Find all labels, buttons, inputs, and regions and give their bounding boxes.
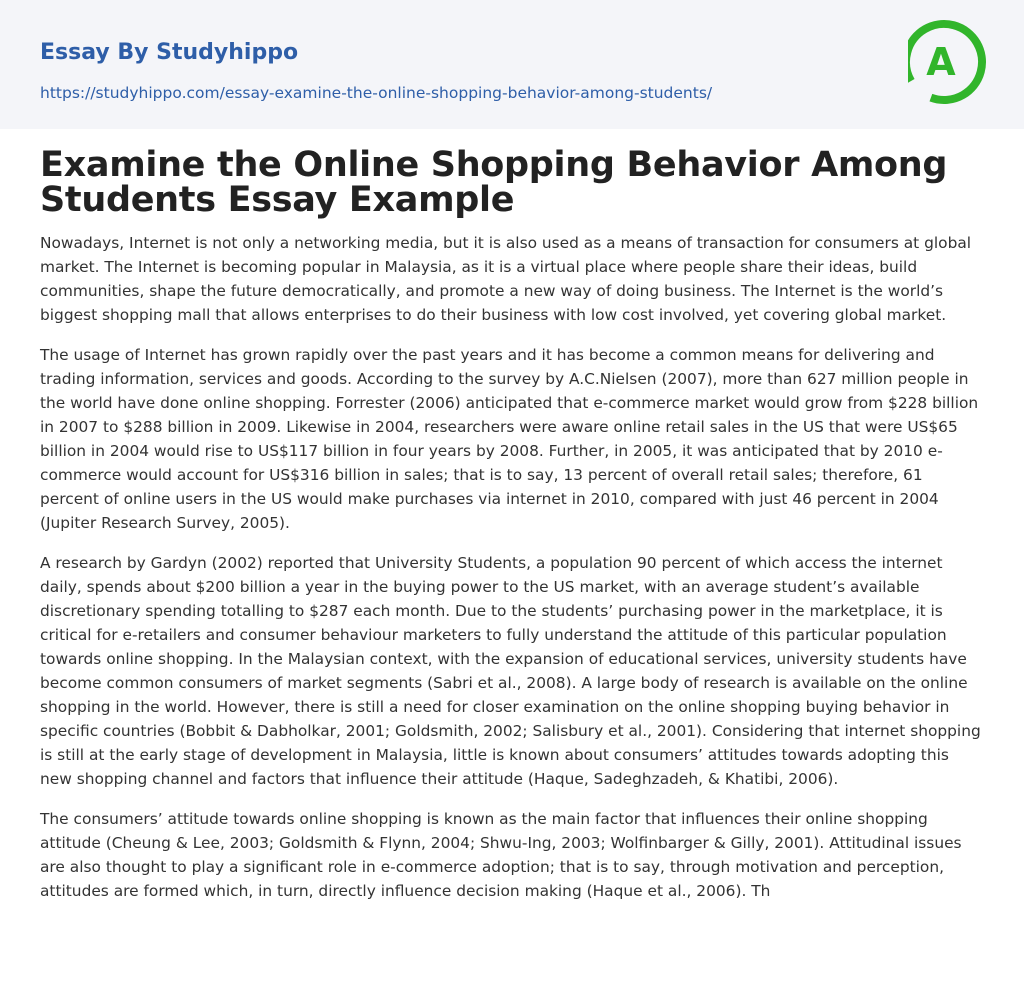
essay-url-link[interactable]: https://studyhippo.com/essay-examine-the-online-shopping-behavior-among-students/ xyxy=(40,84,713,102)
studyhippo-logo-icon[interactable] xyxy=(908,18,988,106)
essay-paragraph-4: The consumers’ attitude towards online shopping is known as the main factor that influences their online shopping attitude (Cheung & Lee, 2003; Goldsmith & Flynn, 2004; Shwu-Ing, 2003; Wolfinbarger & Gilly, 2001). Attitudinal issues are also thought to play a significant role in e-commerce adoption; that is to say, through motivation and perception, attitudes are formed which, in turn, directly influence decision making (Haque et al., 2006). Th xyxy=(40,810,962,900)
article xyxy=(40,145,984,903)
site-header xyxy=(0,0,1024,129)
essay-paragraph-3: A research by Gardyn (2002) reported that University Students, a population 90 percent of which access the internet daily, spends about $200 billion a year in the buying power to the US market, with an average student’s available discretionary spending totalling to $287 each month. Due to the students’ purchasing power in the marketplace, it is critical for e-retailers and consumer behaviour marketers to fully understand the attitude of this particular population towards online shopping. In the Malaysian context, with the expansion of educational services, university students have become common consumers of market segments (Sabri et al., 2008). A large body of research is available on the online shopping in the world. However, there is still a need for closer examination on the online shopping buying behavior in specific countries (Bobbit & Dabholkar, 2001; Goldsmith, 2002; Salisbury et al., 2001). Considering that internet shopping is still at the early stage of development in Malaysia, little is known about consumers’ attitudes towards adopting this new shopping channel and factors that influence their attitude (Haque, Sadeghzadeh, & Khatibi, 2006). xyxy=(40,554,981,788)
logo-letter: A xyxy=(926,40,956,84)
essay-paragraph-1: Nowadays, Internet is not only a networking media, but it is also used as a means of transaction for consumers at global market. The Internet is becoming popular in Malaysia, as it is a virtual place where people share their ideas, build communities, shape the future democratically, and promote a new way of doing business. The Internet is the world’s biggest shopping mall that allows enterprises to do their business with low cost involved, yet covering global market. xyxy=(40,234,972,324)
essay-paragraph-2: The usage of Internet has grown rapidly over the past years and it has become a common means for delivering and trading information, services and goods. According to the survey by A.C.Nielsen (2007), more than 627 million people in the world have done online shopping. Forrester (2006) anticipated that e-commerce market would grow from $228 billion in 2007 to $288 billion in 2009. Likewise in 2004, researchers were aware online retail sales in the US that were US$65 billion in 2004 would rise to US$117 billion in four years by 2008. Further, in 2005, it was anticipated that by 2010 e-commerce would account for US$316 billion in sales; that is to say, 13 percent of overall retail sales; therefore, 61 percent of online users in the US would make purchases via internet in 2010, compared with just 46 percent in 2004 (Jupiter Research Survey, 2005). xyxy=(40,346,979,532)
essay-title: Examine the Online Shopping Behavior Among Students Essay Example xyxy=(40,145,948,220)
site-name[interactable]: Essay By Studyhippo xyxy=(40,40,299,65)
